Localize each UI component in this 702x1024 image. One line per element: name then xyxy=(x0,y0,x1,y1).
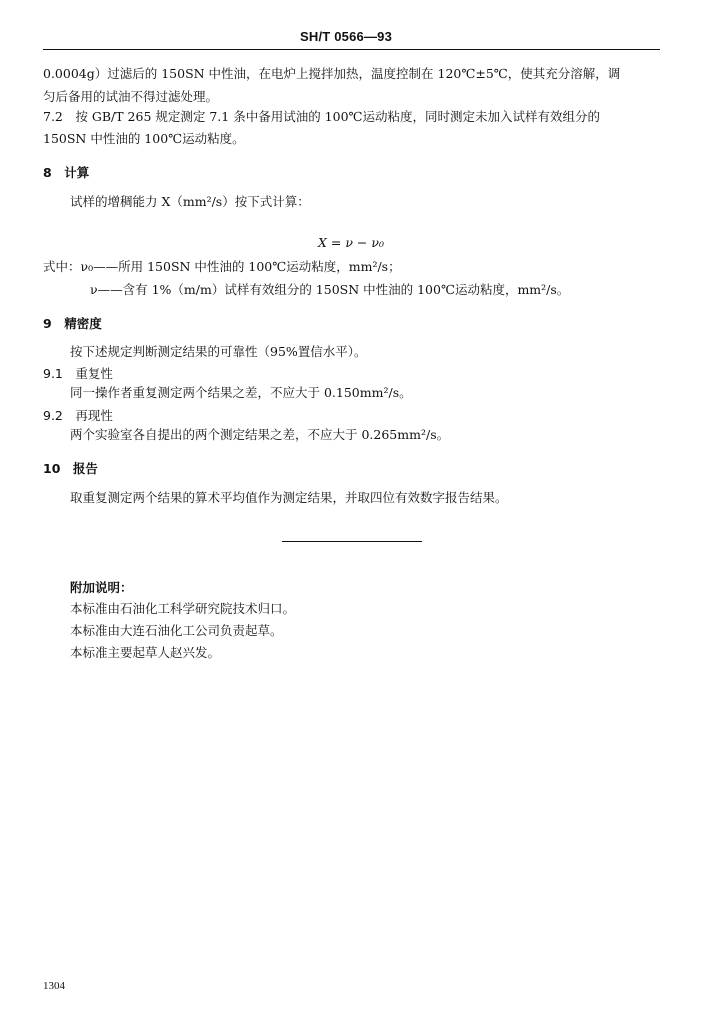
section-9-2-text: 两个实验室各自提出的两个测定结果之差，不应大于 0.265mm²/s。 xyxy=(70,427,450,442)
section-9-heading: 9 精密度 xyxy=(43,316,102,331)
where-definition-1: 式中：ν₀——所用 150SN 中性油的 100℃运动粘度，mm²/s； xyxy=(43,259,401,274)
section-10-text: 取重复测定两个结果的算术平均值作为测定结果，并取四位有效数字报告结果。 xyxy=(70,490,508,505)
formula: X = ν − ν₀ xyxy=(318,235,384,250)
end-of-text-rule xyxy=(282,541,422,542)
section-8-text: 试样的增稠能力 X（mm²/s）按下式计算： xyxy=(70,194,310,209)
section-9-1-text: 同一操作者重复测定两个结果之差，不应大于 0.150mm²/s。 xyxy=(70,385,412,400)
paragraph-line: 0.0004g）过滤后的 150SN 中性油，在电炉上搅拌加热，温度控制在 120℃±5℃，使其充分溶解，调 xyxy=(43,66,621,81)
standard-code-header: SH/T 0566—93 xyxy=(300,29,393,44)
section-7-2-line: 7.2 按 GB/T 265 规定测定 7.1 条中备用试油的 100℃运动粘度，同时测定未加入试样有效组分的 xyxy=(43,109,601,124)
section-9-2-heading: 9.2 再现性 xyxy=(43,408,113,423)
page-number: 1304 xyxy=(43,980,65,992)
section-9-1-heading: 9.1 重复性 xyxy=(43,366,113,381)
section-8-heading: 8 计算 xyxy=(43,165,90,180)
notes-line: 本标准主要起草人赵兴发。 xyxy=(70,645,221,660)
notes-title: 附加说明： xyxy=(70,580,133,595)
section-7-2-line: 150SN 中性油的 100℃运动粘度。 xyxy=(43,131,245,146)
notes-line: 本标准由石油化工科学研究院技术归口。 xyxy=(70,601,296,616)
section-9-text: 按下述规定判断测定结果的可靠性（95%置信水平）。 xyxy=(70,344,367,359)
paragraph-line: 匀后备用的试油不得过滤处理。 xyxy=(43,89,219,104)
notes-line: 本标准由大连石油化工公司负责起草。 xyxy=(70,623,283,638)
where-definition-2: ν——含有 1%（m/m）试样有效组分的 150SN 中性油的 100℃运动粘度，mm²/s。 xyxy=(90,282,570,297)
section-10-heading: 10 报告 xyxy=(43,461,98,476)
header-rule xyxy=(43,49,660,50)
